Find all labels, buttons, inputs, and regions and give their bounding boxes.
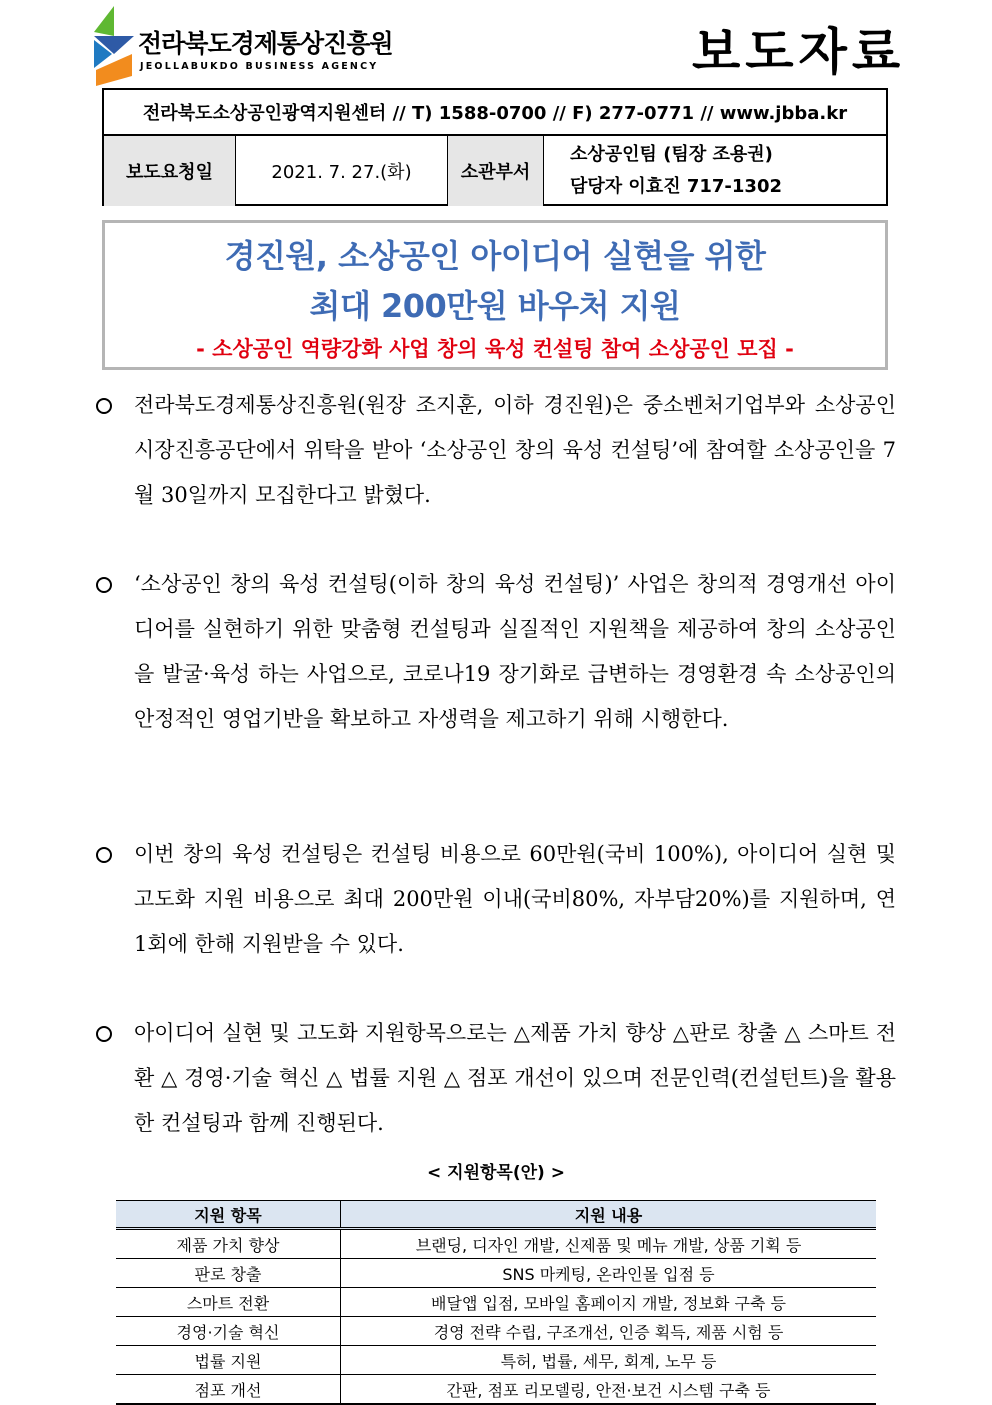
release-date-value: 2021. 7. 27.(화) [236,136,448,206]
support-item: 법률 지원 [116,1346,341,1375]
circle-bullet-icon [96,832,120,877]
circle-bullet-icon [96,1011,120,1056]
support-item: 판로 창출 [116,1259,341,1288]
document-type-title: 보도자료 [692,23,906,81]
department-team: 소상공인팀 (팀장 조용권) [570,144,773,165]
paragraph-text: 아이디어 실현 및 고도화 지원항목으로는 △제품 가치 향상 △판로 창출 △ 스마트 전환 △ 경영·기술 혁신 △ 법률 지원 △ 점포 개선이 있으며 전문인력(컨설턴트)을 활용한 컨설팅과 함께 진행된다. [134,1021,896,1135]
body-paragraph [96,383,896,518]
table-row [116,1375,876,1405]
headline-box [102,220,888,370]
headline-line-2: 최대 200만원 바우처 지원 [309,287,681,325]
table-row [116,1259,876,1288]
column-header: 지원 항목 [116,1201,341,1229]
support-item: 점포 개선 [116,1375,341,1405]
circle-bullet-icon [96,383,120,428]
logo-mark-icon [94,6,136,86]
body-paragraph [96,1011,896,1146]
press-info-box [102,88,888,206]
table-header-row [116,1201,876,1229]
table-row [116,1288,876,1317]
paragraph-text: 이번 창의 육성 컨설팅은 컨설팅 비용으로 60만원(국비 100%), 아이디어 실현 및 고도화 지원 비용으로 최대 200만원 이내(국비80%, 자부담20%)를 지원하며, 연 1회에 한해 지원받을 수 있다. [134,842,896,956]
table-row [116,1346,876,1375]
release-date-label: 보도요청일 [104,136,236,206]
department-contact: 담당자 이효진 717-1302 [570,176,783,197]
support-detail: 간판, 점포 리모델링, 안전·보건 시스템 구축 등 [341,1375,877,1405]
support-item: 스마트 전환 [116,1288,341,1317]
support-item: 제품 가치 향상 [116,1229,341,1259]
logo-name-english: JEOLLABUKDO BUSINESS AGENCY [140,61,379,72]
department-value [544,136,886,206]
headline-line-1: 경진원, 소상공인 아이디어 실현을 위한 [224,237,766,275]
support-detail: 특허, 법률, 세무, 회계, 노무 등 [341,1346,877,1375]
body-paragraph [96,562,896,742]
body-paragraph [96,832,896,967]
organization-logo [94,6,394,86]
paragraph-text: ‘소상공인 창의 육성 컨설팅(이하 창의 육성 컨설팅)’ 사업은 창의적 경영개선 아이디어를 실현하기 위한 맞춤형 컨설팅과 실질적인 지원책을 제공하여 창의 소상공인을 발굴·육성 하는 사업으로, 코로나19 장기화로 급변하는 경영환경 속 소상공인의 안정적인 영업기반을 확보하고 자생력을 제고하기 위해 시행한다. [134,572,896,731]
table-row [116,1317,876,1346]
support-detail: 배달앱 입점, 모바일 홈페이지 개발, 정보화 구축 등 [341,1288,877,1317]
support-detail: 경영 전략 수립, 구조개선, 인증 획득, 제품 시험 등 [341,1317,877,1346]
column-header: 지원 내용 [341,1201,877,1229]
contact-line: 전라북도소상공인광역지원센터 // T) 1588-0700 // F) 277-0771 // www.jbba.kr [104,90,886,136]
logo-name-korean: 전라북도경제통상진흥원 [138,29,393,58]
support-detail: SNS 마케팅, 온라인몰 입점 등 [341,1259,877,1288]
paragraph-text: 전라북도경제통상진흥원(원장 조지훈, 이하 경진원)은 중소벤처기업부와 소상공인시장진흥공단에서 위탁을 받아 ‘소상공인 창의 육성 컨설팅’에 참여할 소상공인을 7월 30일까지 모집한다고 밝혔다. [134,393,896,507]
support-items-table [116,1200,876,1405]
circle-bullet-icon [96,562,120,607]
support-item: 경영·기술 혁신 [116,1317,341,1346]
department-label: 소관부서 [448,136,544,206]
headline-subtitle: - 소상공인 역량강화 사업 창의 육성 컨설팅 참여 소상공인 모집 - [196,337,794,361]
table-row [116,1229,876,1259]
table-caption: < 지원항목(안) > [427,1163,565,1183]
support-detail: 브랜딩, 디자인 개발, 신제품 및 메뉴 개발, 상품 기획 등 [341,1229,877,1259]
